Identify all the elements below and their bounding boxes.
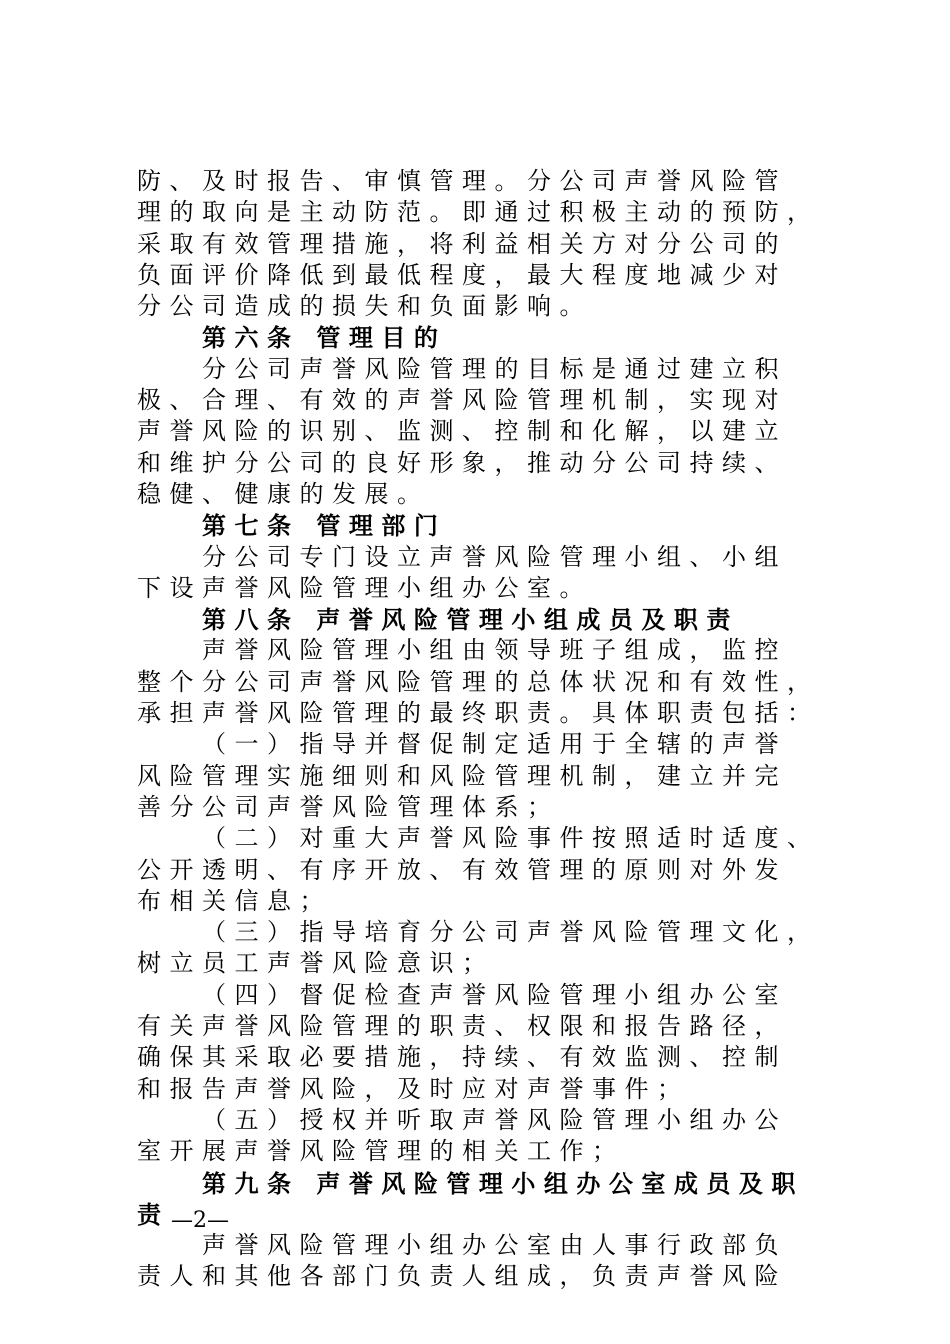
- article-heading-line: 第九条 声誉风险管理小组办公室成员及职: [202, 1168, 804, 1198]
- paragraph-line: 声誉风险管理小组办公室由人事行政部负: [202, 1231, 787, 1260]
- paragraph-line: 整个分公司声誉风险管理的总体状况和有效性，: [137, 667, 820, 696]
- paragraph-line: （四）督促检查声誉风险管理小组办公室: [202, 980, 787, 1009]
- paragraph-line: （二）对重大声誉风险事件按照适时适度、: [202, 824, 820, 853]
- paragraph-line: 树立员工声誉风险意识；: [137, 949, 495, 978]
- paragraph-line: 布相关信息；: [137, 886, 332, 915]
- paragraph-line: 负面评价降低到最低程度，最大程度地减少对: [137, 260, 787, 289]
- paragraph-line: 善分公司声誉风险管理体系；: [137, 792, 560, 821]
- paragraph-line: 承担声誉风险管理的最终职责。具体职责包括：: [137, 699, 820, 728]
- paragraph-line: 稳健、健康的发展。: [137, 479, 430, 508]
- article-heading-line: 第八条 声誉风险管理小组成员及职责: [202, 605, 739, 635]
- paragraph-line: 极、合理、有效的声誉风险管理机制，实现对: [137, 386, 787, 415]
- paragraph-line: 责人和其他各部门负责人组成，负责声誉风险: [137, 1262, 787, 1291]
- paragraph-line: 和报告声誉风险，及时应对声誉事件；: [137, 1074, 690, 1103]
- document-body: [137, 166, 827, 1293]
- paragraph-line: （三）指导培育分公司声誉风险管理文化，: [202, 918, 820, 947]
- article-heading-line: 第七条 管理部门: [202, 511, 447, 541]
- paragraph-line: 防、及时报告、审慎管理。分公司声誉风险管: [137, 167, 787, 195]
- paragraph-line: 和维护分公司的良好形象，推动分公司持续、: [137, 448, 787, 477]
- paragraph-line: 有关声誉风险管理的职责、权限和报告路径，: [137, 1012, 787, 1041]
- paragraph-line: 分公司专门设立声誉风险管理小组、小组: [202, 542, 787, 571]
- paragraph-line: （一）指导并督促制定适用于全辖的声誉: [202, 730, 787, 759]
- article-heading-line: 责: [137, 1199, 170, 1229]
- page-number: —2—: [171, 1208, 229, 1233]
- paragraph-line: 公开透明、有序开放、有效管理的原则对外发: [137, 855, 787, 884]
- paragraph-line: 下设声誉风险管理小组办公室。: [137, 573, 592, 602]
- paragraph-line: 确保其采取必要措施，持续、有效监测、控制: [137, 1043, 787, 1072]
- paragraph-line: 采取有效管理措施，将利益相关方对分公司的: [137, 229, 787, 258]
- article-heading-line: 第六条 管理目的: [202, 323, 447, 353]
- paragraph-line: （五）授权并听取声誉风险管理小组办公: [202, 1105, 787, 1134]
- paragraph-line: 声誉风险的识别、监测、控制和化解，以建立: [137, 417, 787, 446]
- paragraph-line: 声誉风险管理小组由领导班子组成，监控: [202, 636, 787, 665]
- paragraph-line: 风险管理实施细则和风险管理机制，建立并完: [137, 761, 787, 790]
- paragraph-line: 室开展声誉风险管理的相关工作；: [137, 1137, 625, 1166]
- paragraph-line: 分公司造成的损失和负面影响。: [137, 292, 592, 321]
- paragraph-line: 理的取向是主动防范。即通过积极主动的预防，: [137, 198, 820, 227]
- paragraph-line: 分公司声誉风险管理的目标是通过建立积: [202, 354, 787, 383]
